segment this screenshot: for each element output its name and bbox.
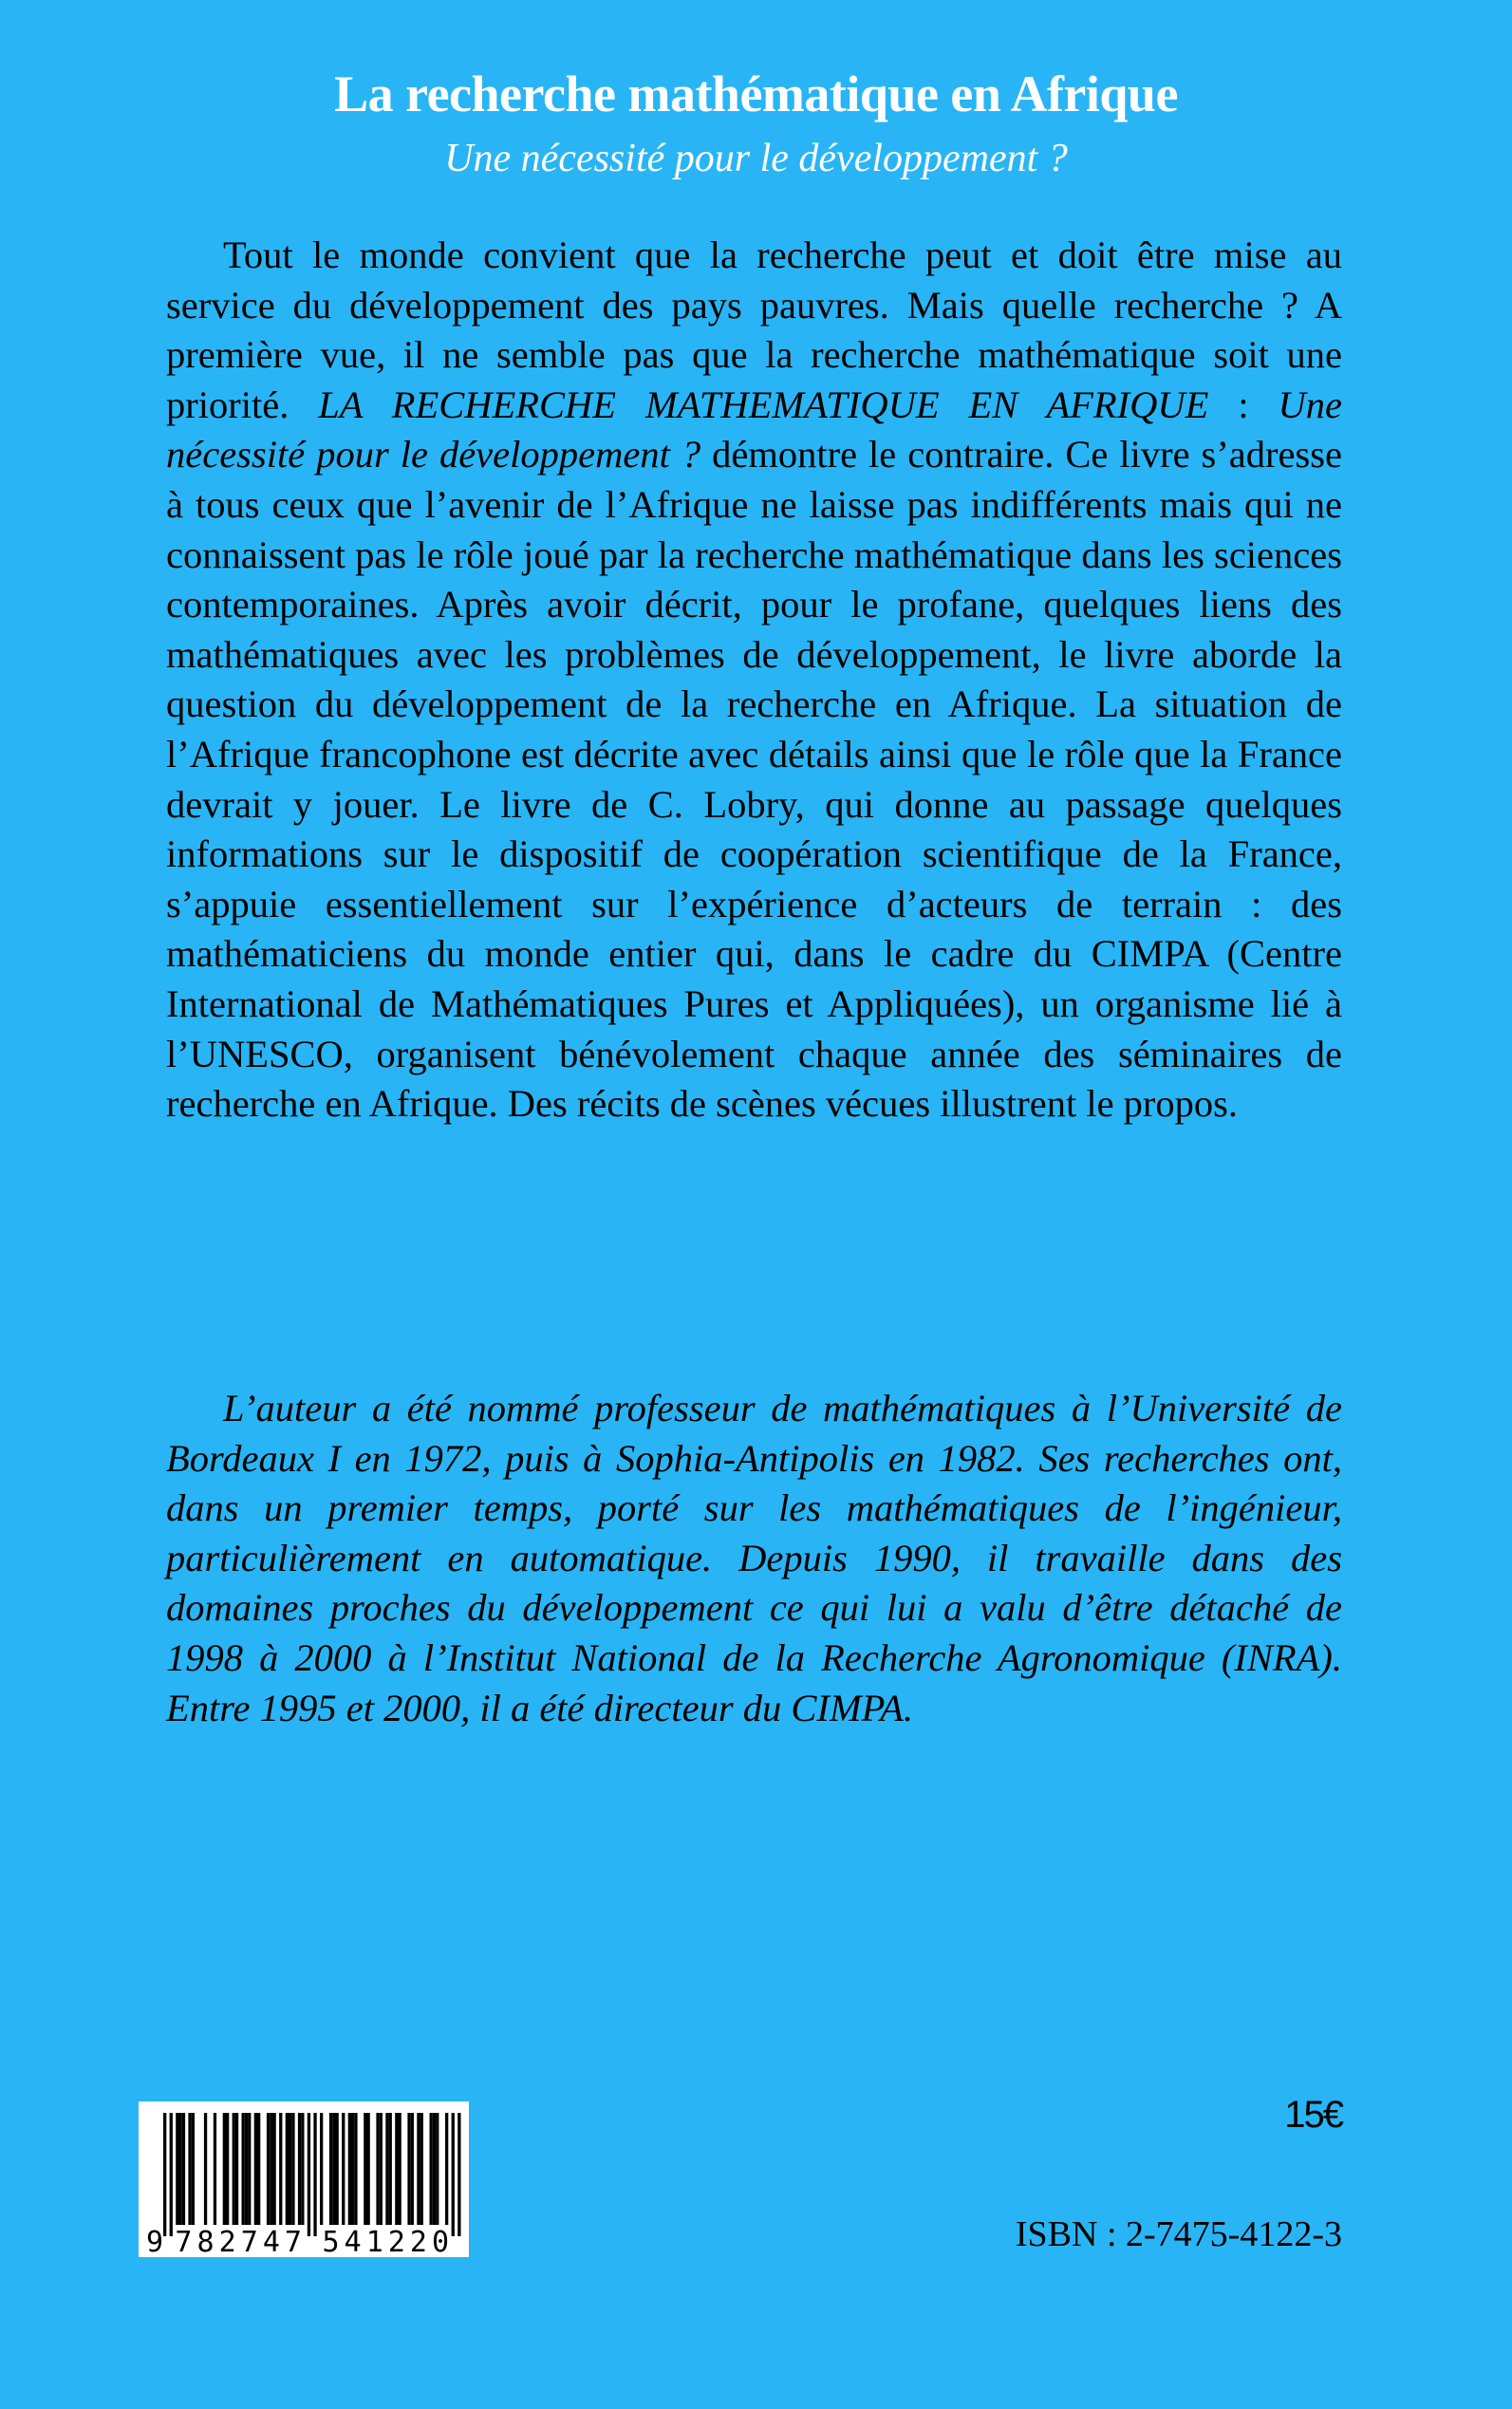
barcode-bar xyxy=(223,2113,226,2225)
barcode-bar xyxy=(411,2113,414,2225)
barcode-digit: 7 xyxy=(284,2226,302,2257)
barcode-bar xyxy=(389,2113,392,2225)
barcode-bar xyxy=(436,2113,439,2225)
barcode-bar xyxy=(351,2113,354,2225)
barcode-digit: 7 xyxy=(240,2226,258,2257)
barcode-bar xyxy=(452,2113,455,2236)
barcode-digit: 8 xyxy=(196,2226,215,2257)
barcode-digit: 0 xyxy=(432,2226,450,2257)
barcode-bar xyxy=(270,2113,272,2225)
barcode-bar xyxy=(445,2113,448,2225)
barcode-bar xyxy=(457,2113,460,2236)
barcode-bar xyxy=(313,2113,316,2236)
summary-segment: démontre le contraire. Ce livre s’adresse à tous ceux que l’avenir de l’Afrique ne laisse pas indifférents mais qui ne connaissent pas le rôle joué par la recherche mathématique dans les sciences contemporaines. Après avoir décrit, pour le profane, quelques liens des mathématiques avec les problèmes de développement, le livre aborde la question du développement de la recherche en Afrique. La situation de l’Afrique francophone est décrite avec détails ainsi que le rôle que la France devrait y jouer. Le livre de C. Lobry, qui donne au passage quelques informations sur le dispositif de coopération scientifique de la France, s’appuie essentiellement sur l’expérience d’acteurs de terrain : des mathématiciens du monde entier qui, dans le cadre du CIMPA (Centre International de Mathématiques Pures et Appliquées), un organisme lié à l’UNESCO, organisent bénévolement chaque année des séminaires de recherche en Afrique. Des récits de scènes vécues illustrent le propos. xyxy=(166,433,1342,1126)
barcode-bar xyxy=(235,2113,238,2225)
barcode-digit: 4 xyxy=(262,2226,280,2257)
barcode-bar xyxy=(395,2113,398,2225)
barcode-bar xyxy=(385,2113,388,2225)
barcode-bar xyxy=(289,2113,291,2225)
barcode-bar xyxy=(380,2113,383,2225)
barcode-digit: 4 xyxy=(344,2226,362,2257)
barcode-bar xyxy=(417,2113,420,2225)
barcode-bar xyxy=(433,2113,436,2225)
barcode-digit: 1 xyxy=(365,2226,383,2257)
book-title: La recherche mathématique en Afrique xyxy=(334,65,1178,122)
barcode-bar xyxy=(430,2113,433,2225)
barcode-bar xyxy=(301,2113,304,2225)
summary-paragraph xyxy=(166,231,1342,1130)
barcode-bar xyxy=(248,2113,251,2225)
book-subtitle: Une nécessité pour le développement ? xyxy=(444,137,1068,180)
barcode-bar xyxy=(257,2113,260,2225)
barcode-bar xyxy=(286,2113,289,2225)
barcode-bar xyxy=(320,2113,323,2225)
barcode-digit: 5 xyxy=(322,2226,340,2257)
barcode-bar xyxy=(336,2113,339,2225)
barcode-digit: 2 xyxy=(218,2226,236,2257)
summary-segment-italic: LA RECHERCHE MATHEMATIQUE EN AFRIQUE xyxy=(318,383,1209,426)
barcode-bar xyxy=(254,2113,257,2225)
barcode-bar xyxy=(420,2113,423,2225)
summary-segment-italic: Une nécessité pour le développement ? xyxy=(166,383,1342,476)
barcode-bar xyxy=(163,2113,166,2236)
barcode-digit: 2 xyxy=(387,2226,405,2257)
barcode-bar xyxy=(407,2113,410,2225)
barcode-bar xyxy=(179,2113,182,2225)
barcode-bar xyxy=(245,2113,248,2225)
barcode-bar xyxy=(364,2113,366,2225)
barcode xyxy=(139,2101,469,2257)
barcode-bar xyxy=(298,2113,301,2225)
barcode-bar xyxy=(242,2113,245,2225)
summary-segment: : xyxy=(1208,383,1279,426)
barcode-bar xyxy=(367,2113,370,2225)
barcode-bar xyxy=(226,2113,229,2225)
barcode-bar xyxy=(348,2113,351,2225)
barcode-bar xyxy=(273,2113,276,2225)
barcode-bar xyxy=(291,2113,294,2225)
barcode-bar xyxy=(176,2113,178,2225)
author-bio: L’auteur a été nommé professeur de mathématiques à l’Université de Bordeaux I en 1972, puis à Sophia-Antipolis en 1982. Ses recherches ont, dans un premier temps, porté sur les mathématiques de l’ingénieur, particulièrement en automatique. Depuis 1990, il travaille dans des domaines proches du développement ce qui lui a valu d’être détaché de 1998 à 2000 à l’Institut National de la Recherche Agronomique (INRA). Entre 1995 et 2000, il a été directeur du CIMPA. xyxy=(166,1387,1342,1729)
barcode-bar xyxy=(279,2113,282,2225)
barcode-bar xyxy=(233,2113,235,2225)
barcode-bar xyxy=(182,2113,185,2225)
barcode-digit: 9 xyxy=(146,2226,164,2257)
barcode-bars xyxy=(139,2101,469,2257)
isbn: ISBN : 2-7475-4122-3 xyxy=(1015,2214,1342,2254)
barcode-bar xyxy=(342,2113,345,2225)
barcode-bar xyxy=(399,2113,401,2225)
barcode-bar xyxy=(204,2113,207,2225)
barcode-bar xyxy=(188,2113,191,2225)
barcode-bar xyxy=(214,2113,216,2225)
summary-segment: Tout le monde convient que la recherche peut et doit être mise au service du développement des pays pauvres. Mais quelle recherche ? A première vue, il ne semble pas que la recherche mathématique soit une priorité. xyxy=(166,233,1342,426)
barcode-bar xyxy=(329,2113,332,2225)
barcode-digit: 7 xyxy=(175,2226,193,2257)
barcode-bar xyxy=(332,2113,335,2225)
barcode-bar xyxy=(354,2113,357,2225)
barcode-bar xyxy=(192,2113,195,2225)
barcode-bar xyxy=(267,2113,270,2225)
barcode-bar xyxy=(308,2113,310,2236)
price: 15€ xyxy=(1284,2094,1342,2136)
barcode-bar xyxy=(170,2113,173,2236)
barcode-digit: 2 xyxy=(409,2226,427,2257)
barcode-bar xyxy=(376,2113,379,2225)
